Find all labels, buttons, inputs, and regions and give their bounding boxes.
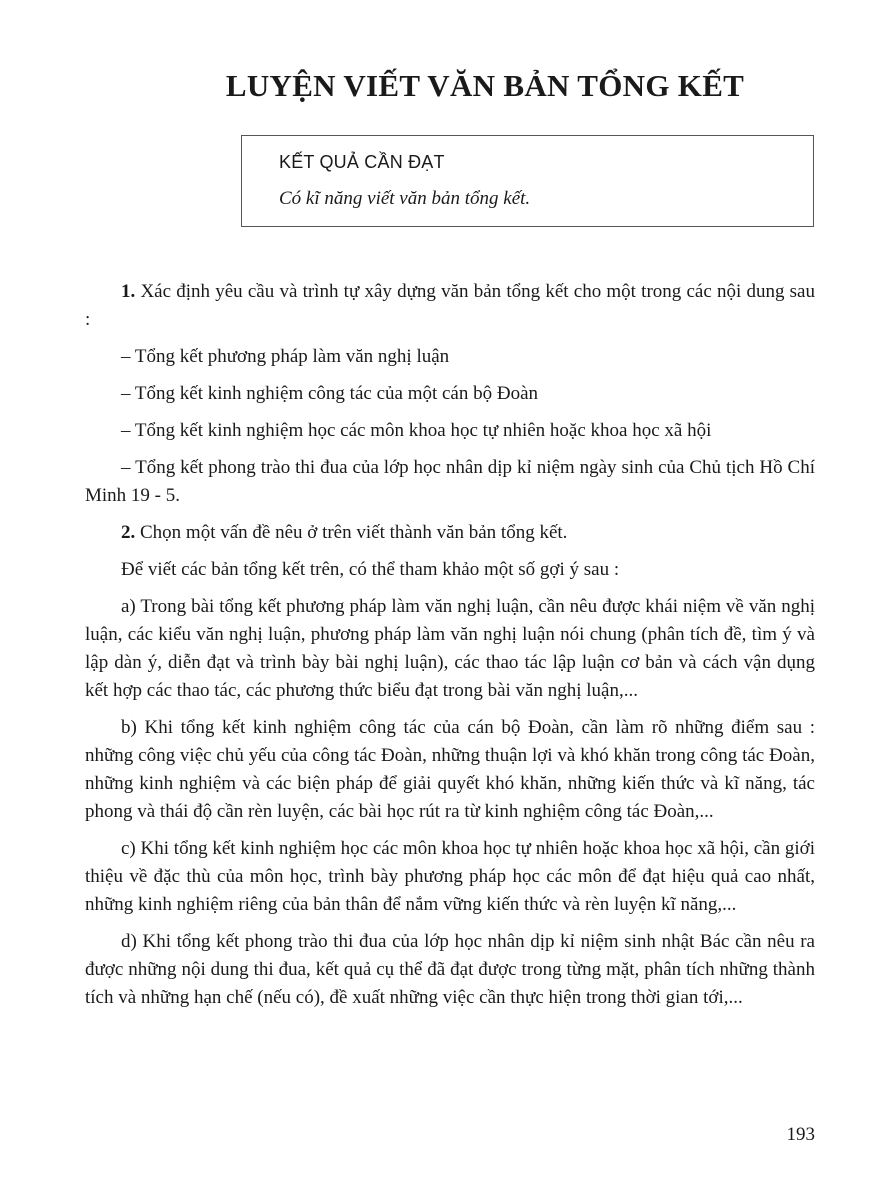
paragraph-text: c) Khi tổng kết kinh nghiệm học các môn khoa học tự nhiên hoặc khoa học xã hội, cần giới thiệu về đặc thù của môn học, trình bày phương pháp học các môn để đạt hiệu quả cao nhất, những kinh nghiệm riêng của bản thân để nắm vững kiến thức và rèn luyện kĩ năng,... [85,838,815,915]
suggestion-intro [85,556,815,584]
paragraph-text: Xác định yêu cầu và trình tự xây dựng văn bản tổng kết cho một trong các nội dung sau : [85,281,815,330]
suggestion-b [85,714,815,826]
paragraph-text: a) Trong bài tổng kết phương pháp làm văn nghị luận, cần nêu được khái niệm về văn nghị luận, các kiểu văn nghị luận, phương pháp làm văn nghị luận nói chung (phân tích đề, tìm ý và lập dàn ý, diễn đạt và trình bày bài nghị luận), các thao tác lập luận cơ bản và cách vận dụng kết hợp các thao tác, các phương thức biểu đạt trong bài văn nghị luận,... [85,596,815,701]
page-number: 193 [786,1124,815,1145]
list-item [85,380,815,408]
learning-outcome-text: Có kĩ năng viết văn bản tổng kết. [279,188,531,209]
paragraph-text: – Tổng kết phong trào thi đua của lớp học nhân dịp kỉ niệm ngày sinh của Chủ tịch Hồ Chí Minh 19 - 5. [85,457,815,506]
suggestion-c [85,835,815,919]
paragraph-text: – Tổng kết kinh nghiệm công tác của một cán bộ Đoàn [121,383,539,404]
page-title: LUYỆN VIẾT VĂN BẢN TỔNG KẾT [225,68,745,103]
exercise-1-prompt [85,278,815,334]
exercise-number: 2. [121,522,136,543]
paragraph-text: – Tổng kết phương pháp làm văn nghị luận [121,346,450,367]
exercise-number: 1. [121,281,136,302]
exercise-body [85,278,815,1021]
learning-outcome-heading: KẾT QUẢ CẦN ĐẠT [279,152,445,172]
paragraph-text: d) Khi tổng kết phong trào thi đua của lớp học nhân dịp kỉ niệm sinh nhật Bác cần nêu ra được những nội dung thi đua, kết quả cụ thể đã đạt được trong từng mặt, phân tích những thành tích và những hạn chế (nếu có), đề xuất những việc cần thực hiện trong thời gian tới,... [85,931,815,1008]
list-item [85,454,815,510]
list-item [85,343,815,371]
list-item [85,417,815,445]
suggestion-a [85,593,815,705]
learning-outcome-box [241,135,814,227]
paragraph-text: Chọn một vấn đề nêu ở trên viết thành văn bản tổng kết. [135,522,568,543]
paragraph-text: – Tổng kết kinh nghiệm học các môn khoa học tự nhiên hoặc khoa học xã hội [121,420,712,441]
paragraph-text: Để viết các bản tổng kết trên, có thể tham khảo một số gợi ý sau : [121,559,620,580]
exercise-2-prompt [85,519,815,547]
paragraph-text: b) Khi tổng kết kinh nghiệm công tác của cán bộ Đoàn, cần làm rõ những điểm sau : những công việc chủ yếu của công tác Đoàn, những thuận lợi và khó khăn trong công tác Đoàn, những kinh nghiệm và các biện pháp để giải quyết khó khăn, những kiến thức và kĩ năng, tác phong và thái độ cần rèn luyện, các bài học rút ra từ kinh nghiệm công tác Đoàn,... [85,717,815,822]
suggestion-d [85,928,815,1012]
